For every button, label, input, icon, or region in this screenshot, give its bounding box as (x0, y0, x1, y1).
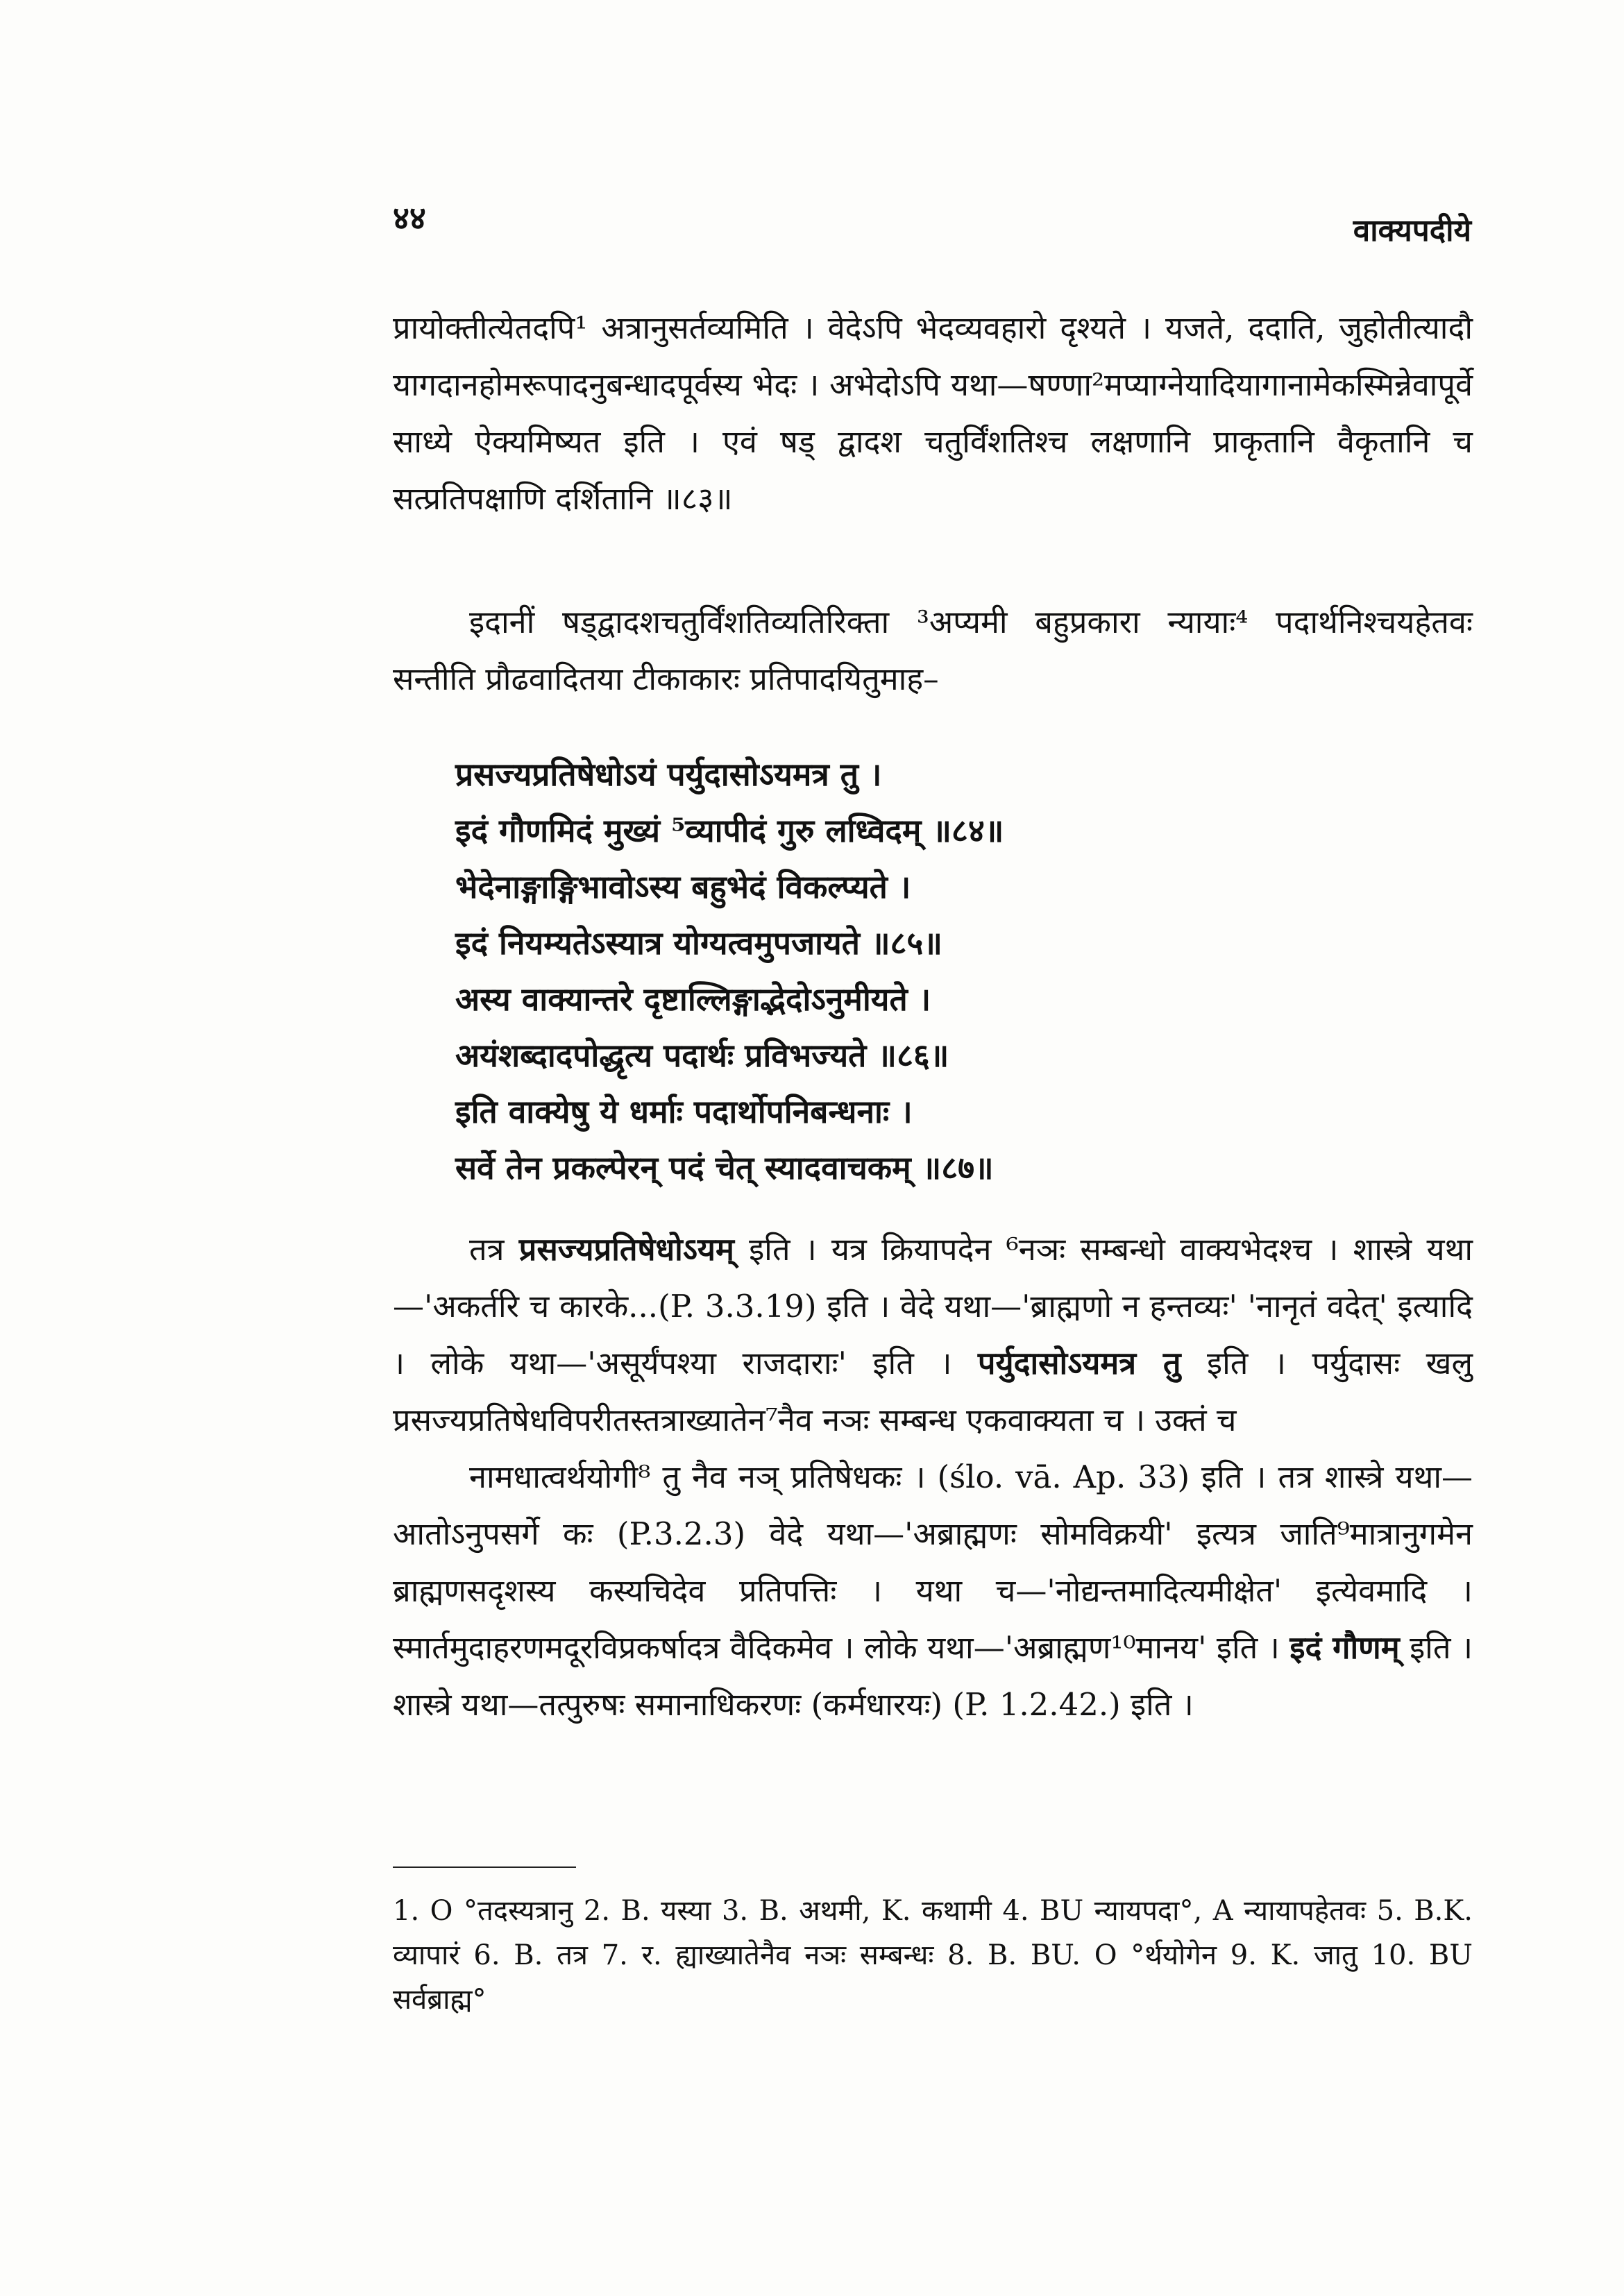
verse-line: सर्वे तेन प्रकल्पेरन् पदं चेत् स्यादवाचकम् ॥८७॥ (455, 1149, 994, 1187)
commentary-text: इति । शास्त्रे यथा—तत्पुरुषः समानाधिकरणः (कर्मधारयः) (P. 1.2.42.) इति । (393, 1629, 1473, 1723)
verse-line: इदं गौणमिदं मुख्यं ⁵व्यापीदं गुरु लध्विदम् ॥८४॥ (455, 812, 1004, 849)
commentary-text: नामधात्वर्थयोगी⁸ तु नैव नञ् प्रतिषेधकः । (ślo. vā. Ap. 33) इति । तत्र शास्त्रे यथा—आतोऽनुपसर्गे कः (P.3.2.3) वेदे यथा—'अब्राह्मणः सोमविक्रयी' इत्यत्र जाति⁹मात्रानुगमेन ब्राह्मणसदृशस्य कस्यचिदेव प्रतिपत्तिः । यथा च—'नोद्यन्तमादित्यमीक्षेत' इत्येवमादि । स्मार्तमुदाहरणमदूरविप्रकर्षादत्र वैदिकमेव । लोके यथा—'अब्राह्मण¹⁰मानय' इति । (393, 1459, 1473, 1666)
verse-line: प्रसज्यप्रतिषेधोऽयं पर्युदासोऽयमत्र तु । (455, 756, 882, 793)
verse-line: भेदेनाङ्गाङ्गिभावोऽस्य बहुभेदं विकल्प्यते । (455, 868, 911, 905)
verse-line: अयंशब्दादपोद्धृत्य पदार्थः प्रविभज्यते ॥८६॥ (455, 1037, 949, 1074)
verse-line: इति वाक्येषु ये धर्माः पदार्थोपनिबन्धनाः । (455, 1093, 913, 1130)
commentary-text: इति । पर्युदासः खलु प्रसज्यप्रतिषेधविपरीतस्तत्राख्यातेन⁷नैव नञः सम्बन्ध एकवाक्यता च । उक्तं च (393, 1345, 1473, 1438)
page-number: ४४ (393, 199, 426, 237)
commentary-paragraph: इदानीं षड्द्वादशचतुर्विंशतिव्यतिरिक्ता ³अप्यमी बहुप्रकारा न्यायाः⁴ पदार्थनिश्चयहेतवः सन्तीति प्रौढवादितया टीकाकारः प्रतिपादयितुमाह– (393, 604, 1473, 697)
commentary-text: तत्र (469, 1231, 505, 1268)
commentary-paragraph (393, 1449, 1473, 1733)
commentary-top (393, 300, 1473, 527)
emphasized-term: पर्युदासोऽयमत्र तु (977, 1345, 1181, 1381)
commentary-intro (393, 594, 1473, 708)
verse-line: अस्य वाक्यान्तरे दृष्टाल्लिङ्गाद्भेदोऽनुमीयते । (455, 980, 931, 1018)
footnote-divider (393, 1866, 576, 1868)
footnote-text: 1. O °तदस्यत्रानु 2. B. यस्या 3. B. अथमी, K. कथामी 4. BU न्यायपदा°, A न्यायापहेतवः 5. B.K. व्यापारं 6. B. तत्र 7. र. ह्याख्यातेनैव नञः सम्बन्धः 8. B. BU. O °र्थयोगेन 9. K. जातु 10. BU सर्वब्राह्म° (393, 1895, 1473, 2016)
verse-line: इदं नियम्यतेऽस्यात्र योग्यत्वमुपजायते ॥८५॥ (455, 924, 942, 962)
footnotes (393, 1889, 1473, 2022)
commentary-text: इति । यत्र क्रियापदेन ⁶नञः सम्बन्धो वाक्यभेदश्च । शास्त्रे यथा—'अकर्तरि च कारके...(P. 3.3.19) इति । वेदे यथा—'ब्राह्मणो न हन्तव्यः' 'नानृतं वदेत्' इत्यादि । लोके यथा—'असूर्यंपश्या राजदाराः' इति । (393, 1231, 1473, 1381)
commentary-body (393, 1221, 1473, 1733)
commentary-paragraph: प्रायोक्तीत्येतदपि¹ अत्रानुसर्तव्यमिति । वेदेऽपि भेदव्यवहारो दृश्यते । यजते, ददाति, जुहोतीत्यादौ यागदानहोमरूपादनुबन्धादपूर्वस्य भेदः । अभेदोऽपि यथा—षण्णा²मप्याग्नेयादियागानामेकस्मिन्नेवापूर्वे साध्ये ऐक्यमिष्यत इति । एवं षड् द्वादश चतुर्विंशतिश्च लक्षणानि प्राकृतानि वैकृतानि च सत्प्रतिपक्षाणि दर्शितानि ॥८३॥ (393, 309, 1473, 517)
running-title: वाक्यपदीये (1353, 213, 1471, 248)
commentary-paragraph (393, 1221, 1473, 1449)
verse-block (455, 747, 1357, 1196)
emphasized-term: प्रसज्यप्रतिषेधोऽयम् (518, 1231, 734, 1268)
emphasized-term: इदं गौणम् (1289, 1629, 1400, 1666)
